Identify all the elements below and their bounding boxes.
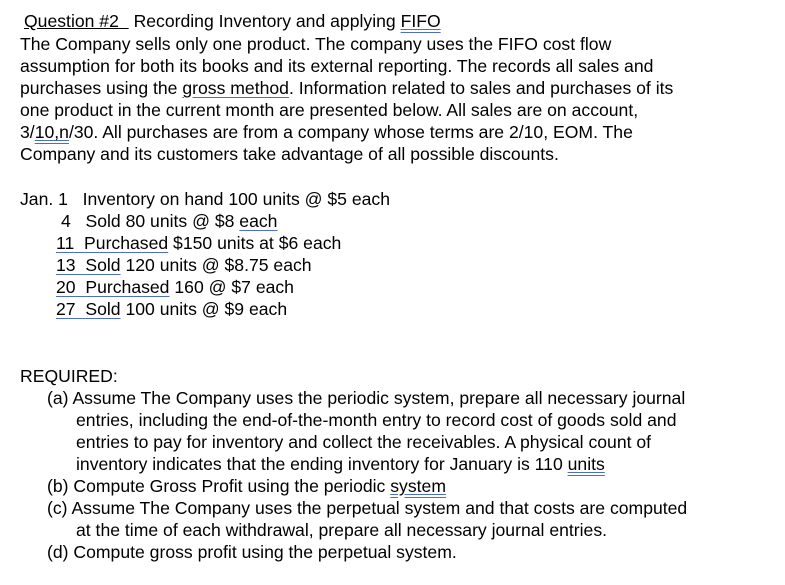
transaction-date: 11: [56, 233, 75, 253]
required-heading: REQUIRED:: [20, 366, 118, 386]
transaction-date: 13: [56, 255, 76, 275]
transaction-row: [56, 232, 341, 254]
question-title: [24, 10, 441, 32]
transaction-text: $150 units at $6 each: [168, 233, 342, 253]
intro-line-1: The Company sells only one product. The company uses the FIFO cost flow: [20, 34, 612, 54]
required-a-line-3: entries to pay for inventory and collect the receivables. A physical count of: [76, 432, 652, 452]
transaction-verb: Purchased: [84, 233, 169, 253]
transaction-row: [56, 254, 312, 276]
transaction-text: 160 @ $7 each: [169, 277, 294, 297]
intro-line-4: one product in the current month are presented below. All sales are on account,: [20, 100, 639, 120]
required-item-a: (a) Assume The Company uses the periodic system, prepare all necessary journal: [47, 388, 686, 408]
required-item-d: (d) Compute gross profit using the perpetual system.: [47, 542, 457, 562]
item-label: (d): [47, 542, 69, 562]
transaction-text: Inventory on hand 100 units @ $5 each: [82, 189, 391, 209]
transaction-date: Jan. 1: [20, 189, 68, 209]
required-item-c: (c) Assume The Company uses the perpetual system and that costs are computed: [47, 498, 688, 518]
item-label: (c): [47, 498, 68, 518]
question-label: Question #2: [24, 11, 119, 31]
transaction-text: Sold 80 units @ $8: [85, 211, 240, 231]
intro-line-3: purchases using the gross method. Information related to sales and purchases of its: [20, 78, 674, 98]
transaction-text: 100 units @ $9 each: [120, 299, 288, 319]
transaction-row: [20, 188, 390, 210]
required-a-line-2: entries, including the end-of-the-month entry to record cost of goods sold and: [76, 410, 677, 430]
item-label: (b): [47, 476, 69, 496]
transaction-date: 4: [61, 211, 71, 231]
units-term: units: [567, 454, 605, 474]
fifo-term: FIFO: [400, 11, 441, 31]
transaction-text: 120 units @ $8.75 each: [120, 255, 312, 275]
question-topic: Recording Inventory and applying: [133, 11, 396, 31]
item-label: (a): [47, 388, 69, 408]
system-term: system: [390, 476, 446, 496]
transaction-verb: Purchased: [85, 277, 170, 297]
required-c-line-2: at the time of each withdrawal, prepare all necessary journal entries.: [76, 520, 608, 540]
gross-method-term: gross method: [182, 78, 289, 98]
intro-line-5: 3/10,n/30. All purchases are from a company whose terms are 2/10, EOM. The: [20, 122, 633, 142]
intro-line-2: assumption for both its books and its external reporting. The records all sales and: [20, 56, 654, 76]
terms-term: 10,n: [34, 122, 69, 142]
transaction-verb: Sold: [85, 299, 121, 319]
transaction-verb: Sold: [85, 255, 121, 275]
transaction-date: 27: [56, 299, 76, 319]
transaction-date: 20: [56, 277, 76, 297]
required-a-line-4: inventory indicates that the ending inventory for January is 110 units: [76, 454, 605, 474]
required-item-b: (b) Compute Gross Profit using the periodic system: [47, 476, 446, 496]
transaction-row: 4 Sold 80 units @ $8 each: [61, 211, 278, 231]
transaction-row: [56, 276, 294, 298]
transaction-row: [56, 298, 287, 320]
intro-line-6: Company and its customers take advantage of all possible discounts.: [20, 144, 559, 164]
